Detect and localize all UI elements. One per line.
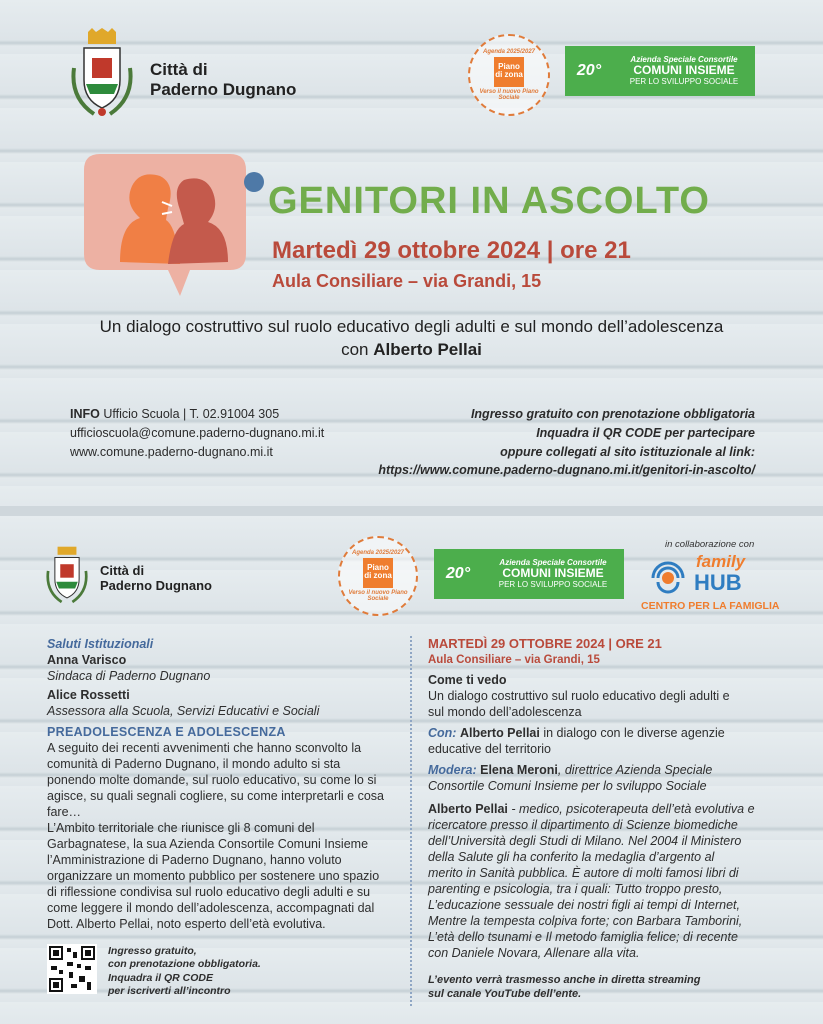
- speaker2-role: Assessora alla Scuola, Servizi Educativi e Sociali: [47, 704, 320, 718]
- bio-line: parenting e psicologia, tra i quali: Tutto troppo presto,: [428, 882, 723, 897]
- comuni-insieme-logo: [565, 46, 755, 96]
- left-column: [47, 636, 397, 932]
- date-upper: MARTEDÌ 29 OTTOBRE 2024 | ORE 21: [428, 636, 662, 651]
- intro-speaker: Alberto Pellai: [373, 339, 482, 359]
- collab-label: in collaborazione con: [665, 539, 755, 550]
- bio-line: merito in Sanità pubblica. È autore di molti famosi libri di: [428, 866, 739, 881]
- bio-name: Alberto Pellai: [428, 802, 508, 817]
- bio-line: dell’Università degli Studi di Milano. Nel 2004 il Ministero: [428, 834, 742, 849]
- section-title: PREADOLESCENZA E ADOLESCENZA: [47, 725, 286, 739]
- ci-small-anniversary: 20°: [445, 565, 471, 582]
- con-name: Alberto Pellai: [459, 726, 540, 741]
- info-phone: Ufficio Scuola | T. 02.91004 305: [103, 407, 280, 421]
- section-body: [47, 740, 397, 932]
- piano-zona-logo-small: [338, 536, 418, 616]
- bio: [428, 801, 788, 961]
- column-divider: [410, 636, 412, 1006]
- comuni-insieme-logo-small: [434, 549, 624, 599]
- body-line: L’Ambito territoriale che riunisce gli 8 comuni del: [47, 821, 315, 835]
- con-rest1: in dialogo con le diverse agenzie: [543, 726, 725, 741]
- qr-line: con prenotazione obbligatoria.: [108, 958, 261, 971]
- ci-name: COMUNI INSIEME: [633, 63, 735, 78]
- qr-line: Ingresso gratuito,: [108, 945, 197, 957]
- piano-zona-logo: [468, 34, 550, 116]
- family-hub-family: family: [696, 552, 746, 571]
- intro-with: con: [341, 339, 369, 359]
- reg-line1: Ingresso gratuito con prenotazione obbligatoria: [470, 407, 755, 421]
- event-date: Martedì 29 ottobre 2024 | ore 21: [272, 237, 631, 264]
- speaker2-name: Alice Rossetti: [47, 688, 130, 702]
- ci-small-sub: PER LO SVILUPPO SOCIALE: [498, 579, 608, 589]
- stream-note: [428, 973, 788, 1001]
- con-label: Con:: [428, 726, 457, 741]
- qr-line: per iscriverti all’incontro: [108, 985, 231, 998]
- speaker1-name: Anna Varisco: [47, 653, 127, 667]
- mod-rest1: , direttrice Azienda Speciale: [557, 763, 713, 778]
- info-website[interactable]: www.comune.paderno-dugnano.mi.it: [70, 444, 273, 459]
- body-line: come leggere il mondo dell’adolescenza, accompagnati dal: [47, 901, 375, 915]
- body-line: comunità di Paderno Dugnano, il mondo adulto si sta: [47, 757, 341, 771]
- piano-zona-small-bottom: Verso il nuovo Piano Sociale: [348, 590, 408, 602]
- ci-tag: Azienda Speciale Consortile: [630, 54, 738, 64]
- saluti-heading: Saluti Istituzionali: [47, 637, 154, 651]
- dialogue-bubble-icon: [80, 144, 266, 300]
- con-line: [428, 725, 788, 741]
- body-line: l’Amministrazione di Paderno Dugnano, hanno voluto: [47, 853, 342, 867]
- city-crest-icon: [68, 28, 136, 120]
- family-hub-centro: CENTRO PER LA FAMIGLIA: [641, 600, 780, 612]
- reg-line3: oppure collegati al sito istituzionale al link:: [500, 444, 755, 459]
- right-column: [428, 636, 788, 1002]
- event-title: GENITORI IN ASCOLTO: [268, 180, 710, 222]
- qr-code-icon[interactable]: [47, 944, 97, 994]
- body-line: Dott. Alberto Pellai, noto esperto dell’età evolutiva.: [47, 917, 326, 931]
- body-line: fare…: [47, 805, 82, 819]
- bio-line: L’età dello tsunami e Il metodo famiglia felice; di recente: [428, 930, 738, 945]
- mod-name: Elena Meroni: [480, 763, 558, 778]
- city-name-line1: Città di: [150, 60, 208, 79]
- piano-zona-small-inner-text: Piano di zona: [364, 563, 392, 580]
- mod-rest2: Consortile Comuni Insieme per lo sviluppo Sociale: [428, 779, 707, 794]
- reg-link[interactable]: https://www.comune.paderno-dugnano.mi.it/genitori-in-ascolto/: [378, 463, 755, 478]
- con-rest2: educative del territorio: [428, 742, 551, 757]
- speaker1-role: Sindaca di Paderno Dugnano: [47, 669, 211, 683]
- stream-line1: L’evento verrà trasmesso anche in diretta streaming: [428, 974, 701, 987]
- body-line: A seguito dei recenti avvenimenti che hanno sconvolto la: [47, 741, 362, 755]
- bio-line: della Salute gli ha conferito la medaglia d’argento al: [428, 850, 715, 865]
- info-email[interactable]: ufficioscuola@comune.paderno-dugnano.mi.it: [70, 425, 325, 440]
- piano-zona-small-inner: [363, 558, 393, 588]
- intro-line2: [40, 339, 783, 362]
- ci-small-tag: Azienda Speciale Consortile: [499, 557, 607, 567]
- body-line: Garbagnatese, la sua Azienda Consortile Comuni Insieme: [47, 837, 369, 851]
- ci-sub: PER LO SVILUPPO SOCIALE: [629, 76, 739, 86]
- reg-line2: Inquadra il QR CODE per partecipare: [536, 425, 755, 440]
- qr-text: [108, 945, 261, 999]
- talk-desc2: sul mondo dell’adolescenza: [428, 705, 582, 720]
- mod-line: [428, 762, 788, 778]
- talk-title: Come ti vedo: [428, 673, 507, 688]
- info-label: INFO: [70, 407, 100, 421]
- mod-label: Modera:: [428, 763, 477, 778]
- bottom-panel: [0, 516, 823, 1024]
- family-hub-hub: HUB: [694, 570, 742, 595]
- bio-line: ricercatore presso il dipartimento di Scienze biomediche: [428, 818, 738, 833]
- event-intro: [40, 316, 783, 362]
- body-line: di riflessione condivisa sul ruolo educativo degli adulti e su: [47, 885, 371, 899]
- body-line: organizzare un momento pubblico per sostenere uno spazio: [47, 869, 380, 883]
- contact-info: [70, 405, 324, 461]
- place-small: Aula Consiliare – via Grandi, 15: [428, 653, 600, 666]
- piano-zona-inner-text: Piano di zona: [495, 62, 523, 79]
- qr-line: Inquadra il QR CODE: [108, 971, 214, 984]
- city-name: [150, 60, 296, 99]
- bio-line: Mentre la tempesta colpiva forte; con Barbara Tamborini,: [428, 914, 743, 929]
- city-crest-small-icon: [44, 544, 90, 606]
- intro-line1: Un dialogo costruttivo sul ruolo educativo degli adulti e sul mondo dell’adolescenza: [99, 317, 724, 336]
- bio-line: L’educazione sessuale dei nostri figli ai tempi di Internet,: [428, 898, 740, 913]
- registration-info: [378, 405, 755, 480]
- piano-zona-top: Agenda 2025/2027: [482, 49, 536, 55]
- city-name-small-line2: Paderno Dugnano: [100, 577, 212, 593]
- body-line: agisce, su quali segnali cogliere, su come interpretarli e cosa: [47, 789, 384, 803]
- piano-zona-inner: [494, 57, 524, 87]
- body-line: ponendo molte domande, sul ruolo educativo, su come lo si: [47, 773, 377, 787]
- city-name-small-line1: Città di: [100, 563, 145, 578]
- top-panel: [0, 0, 823, 506]
- stream-line2: sul canale YouTube dell’ente.: [428, 988, 582, 1001]
- bio-line: con Daniele Novara, Allenare alla vita.: [428, 946, 640, 961]
- ci-small-name: COMUNI INSIEME: [502, 566, 604, 581]
- piano-zona-small-top: Agenda 2025/2027: [351, 550, 405, 556]
- ci-anniversary: 20°: [576, 62, 602, 79]
- piano-zona-bottom: Verso il nuovo Piano Sociale: [479, 89, 539, 101]
- family-hub-icon: [650, 556, 690, 596]
- city-name-line2: Paderno Dugnano: [150, 79, 297, 99]
- city-name-small: [100, 564, 212, 594]
- bio-line: - medico, psicoterapeuta dell’età evolutiva e: [507, 802, 755, 817]
- event-place: Aula Consiliare – via Grandi, 15: [272, 271, 542, 291]
- talk-desc1: Un dialogo costruttivo sul ruolo educativo degli adulti e: [428, 689, 730, 704]
